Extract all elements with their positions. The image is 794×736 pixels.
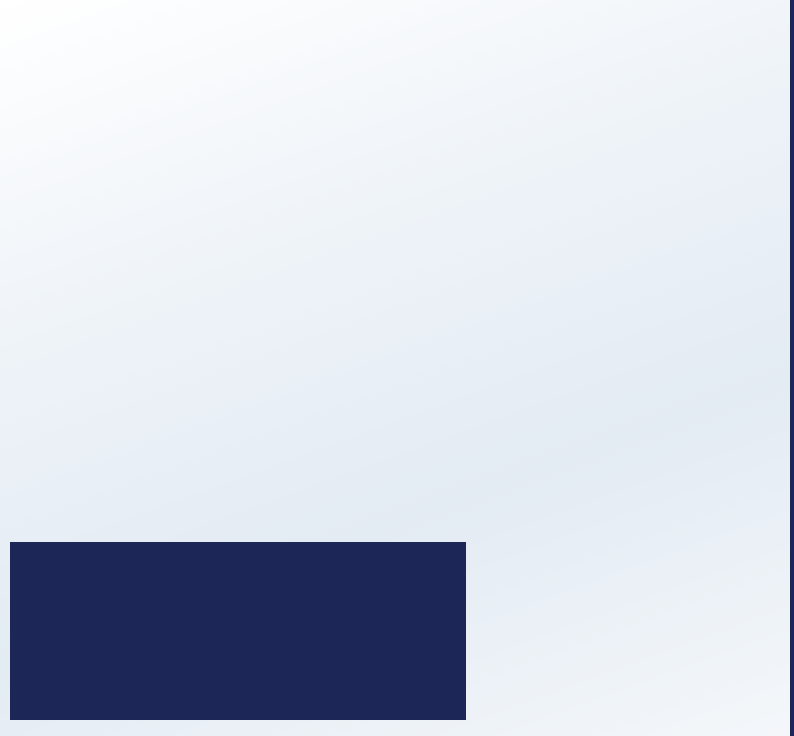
right-edge-bar bbox=[790, 0, 794, 736]
valuation-summary-box bbox=[10, 542, 466, 720]
